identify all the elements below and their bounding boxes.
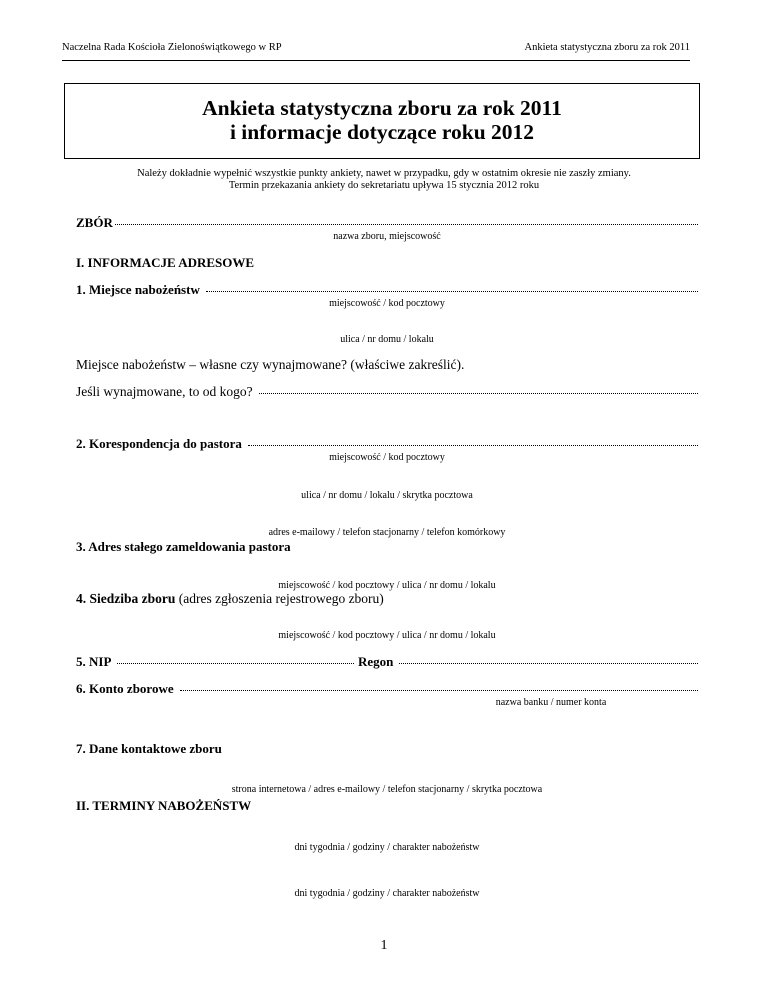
korespondencja-caption-2: ulica / nr domu / lokalu / skrytka pocztowa xyxy=(301,490,473,501)
section-1-heading: I. INFORMACJE ADRESOWE xyxy=(76,255,255,270)
siedziba-heading xyxy=(76,591,384,607)
instruction-note: Należy dokładnie wypełnić wszystkie punkty ankiety, nawet w przypadku, gdy w ostatnim okresie nie zaszły zmiany. xyxy=(137,168,631,179)
terminy-caption-2: dni tygodnia / godziny / charakter nabożeństw xyxy=(294,888,480,899)
siedziba-caption: miejscowość / kod pocztowy / ulica / nr domu / lokalu xyxy=(278,630,496,641)
deadline-note: Termin przekazania ankiety do sekretariatu upływa 15 stycznia 2012 roku xyxy=(228,180,540,191)
jesli-field[interactable] xyxy=(76,384,698,400)
korespondencja-contact-field[interactable] xyxy=(76,511,698,512)
header-rule xyxy=(62,60,690,61)
title-box xyxy=(64,83,700,159)
dotted-line[interactable] xyxy=(180,690,698,691)
siedziba-label-rest: (adres zgłoszenia rejestrowego zboru) xyxy=(175,591,384,606)
miejsce-label: 1. Miejsce nabożeństw xyxy=(76,282,200,297)
siedziba-field[interactable] xyxy=(76,617,698,618)
regon-field[interactable] xyxy=(358,654,698,670)
dotted-line[interactable] xyxy=(115,224,698,225)
title-line-2: i informacje dotyczące roku 2012 xyxy=(229,120,535,144)
kontakt-caption: strona internetowa / adres e-mailowy / telefon stacjonarny / skrytka pocztowa xyxy=(231,784,543,795)
zbor-label: ZBÓR xyxy=(76,215,113,230)
header-left: Naczelna Rada Kościoła Zielonoświątkowego w RP xyxy=(62,42,282,53)
dotted-line[interactable] xyxy=(206,291,698,292)
dotted-line[interactable] xyxy=(259,393,698,394)
nip-label: 5. NIP xyxy=(76,654,112,669)
title-line-1: Ankieta statystyczna zboru za rok 2011 xyxy=(202,96,562,120)
korespondencja-caption-3: adres e-mailowy / telefon stacjonarny / telefon komórkowy xyxy=(268,527,506,538)
jesli-extra-field[interactable] xyxy=(76,410,698,411)
zbor-caption: nazwa zboru, miejscowość xyxy=(333,231,441,242)
terminy-caption-1: dni tygodnia / godziny / charakter nabożeństw xyxy=(294,842,480,853)
page-number: 1 xyxy=(380,938,388,953)
konto-extra-field[interactable] xyxy=(76,719,698,720)
dotted-line[interactable] xyxy=(117,663,354,664)
wlasne-question: Miejsce nabożeństw – własne czy wynajmowane? (właściwe zakreślić). xyxy=(76,357,465,372)
jesli-label: Jeśli wynajmowane, to od kogo? xyxy=(76,384,253,399)
korespondencja-label: 2. Korespondencja do pastora xyxy=(76,436,242,451)
kontakt-field[interactable] xyxy=(76,768,698,769)
adres-field[interactable] xyxy=(76,564,698,565)
miejsce-caption-1: miejscowość / kod pocztowy xyxy=(329,298,445,309)
adres-label: 3. Adres stałego zameldowania pastora xyxy=(76,539,291,554)
kontakt-label: 7. Dane kontaktowe zboru xyxy=(76,741,222,756)
miejsce-caption-2: ulica / nr domu / lokalu xyxy=(340,334,434,345)
korespondencja-street-field[interactable] xyxy=(76,474,698,475)
terminy-field-2[interactable] xyxy=(76,872,698,873)
miejsce-address-field[interactable] xyxy=(76,318,698,319)
adres-caption: miejscowość / kod pocztowy / ulica / nr domu / lokalu xyxy=(278,580,496,591)
dotted-line[interactable] xyxy=(248,445,698,446)
regon-label: Regon xyxy=(358,654,394,669)
section-2-heading: II. TERMINY NABOŻEŃSTW xyxy=(76,798,252,813)
header-right: Ankieta statystyczna zboru za rok 2011 xyxy=(524,42,690,53)
siedziba-label: 4. Siedziba zboru xyxy=(76,591,176,606)
miejsce-field[interactable] xyxy=(76,282,698,298)
nip-field[interactable] xyxy=(76,654,354,670)
korespondencja-field[interactable] xyxy=(76,436,698,452)
konto-field[interactable] xyxy=(76,681,698,697)
konto-caption: nazwa banku / numer konta xyxy=(495,697,607,708)
konto-label: 6. Konto zborowe xyxy=(76,681,174,696)
zbor-field[interactable] xyxy=(76,215,698,231)
dotted-line[interactable] xyxy=(399,663,698,664)
korespondencja-caption-1: miejscowość / kod pocztowy xyxy=(329,452,445,463)
terminy-field-1[interactable] xyxy=(76,826,698,827)
